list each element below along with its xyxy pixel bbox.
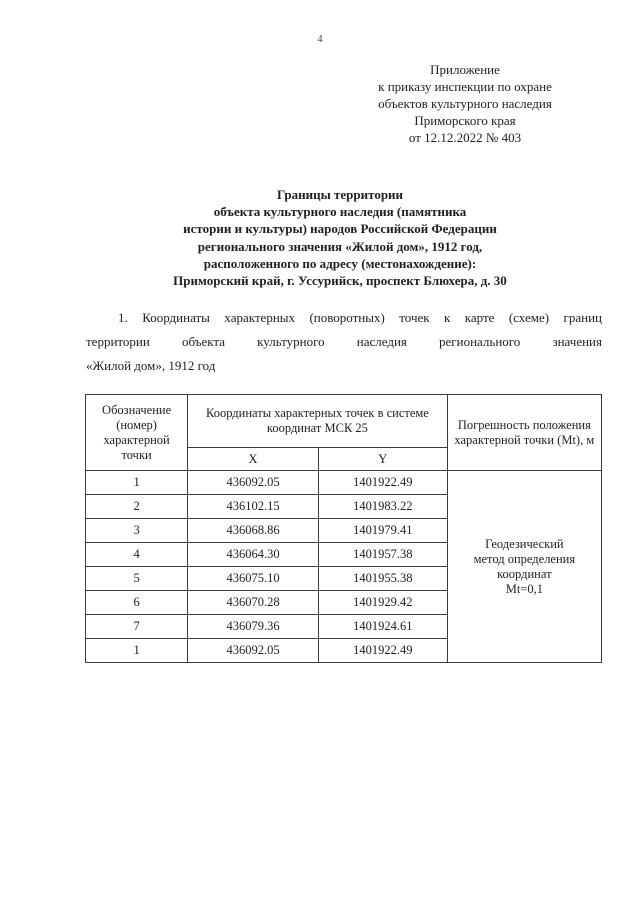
point-number: 1	[86, 639, 188, 663]
title-line: объекта культурного наследия (памятника	[213, 204, 467, 220]
table-row	[86, 471, 602, 495]
coord-y: 1401929.42	[318, 591, 447, 615]
paragraph-line: «Жилой дом», 1912 год	[86, 358, 216, 373]
header-x: X	[188, 448, 319, 471]
table-header-row	[86, 395, 602, 448]
appendix-line: от 12.12.2022 № 403	[408, 130, 522, 145]
title-line: истории и культуры) народов Российской Федерации	[183, 221, 497, 237]
coord-x: 436068.86	[188, 519, 319, 543]
coord-y: 1401983.22	[318, 495, 447, 519]
header-coords-group: Координаты характерных точек в системе координат МСК 25	[188, 395, 448, 448]
point-number: 5	[86, 567, 188, 591]
title-line: Приморский край, г. Уссурийск, проспект Блюхера, д. 30	[173, 273, 507, 289]
appendix-line: объектов культурного наследия	[378, 96, 552, 111]
coord-x: 436079.36	[188, 615, 319, 639]
point-number: 4	[86, 543, 188, 567]
error-line: Mt=0,1	[505, 581, 543, 596]
coord-x: 436092.05	[188, 639, 319, 663]
point-number: 1	[86, 471, 188, 495]
document-title	[60, 186, 620, 289]
coord-y: 1401924.61	[318, 615, 447, 639]
coord-y: 1401957.38	[318, 543, 447, 567]
coord-x: 436070.28	[188, 591, 319, 615]
coord-y: 1401979.41	[318, 519, 447, 543]
coord-y: 1401955.38	[318, 567, 447, 591]
point-number: 7	[86, 615, 188, 639]
paragraph-line: 1. Координаты характерных (поворотных) точек к карте (схеме) границ	[118, 310, 602, 325]
page-number: 4	[317, 34, 323, 45]
coord-x: 436102.15	[188, 495, 319, 519]
coord-y: 1401922.49	[318, 639, 447, 663]
section-paragraph	[86, 306, 602, 378]
error-line: метод определения	[473, 551, 576, 566]
point-number: 6	[86, 591, 188, 615]
error-line: координат	[497, 566, 552, 581]
paragraph-line: территории объекта культурного наследия регионального значения	[86, 334, 602, 349]
error-line: Геодезический	[485, 536, 564, 551]
title-line: регионального значения «Жилой дом», 1912 год,	[197, 238, 483, 254]
coordinates-table	[85, 394, 602, 663]
appendix-line: Приморского края	[414, 113, 516, 128]
appendix-line: к приказу инспекции по охране	[378, 79, 552, 94]
error-value-cell	[447, 471, 601, 663]
title-line: Границы территории	[276, 187, 404, 202]
header-y: Y	[318, 448, 447, 471]
point-number: 2	[86, 495, 188, 519]
appendix-header	[350, 61, 580, 146]
header-point-designation: Обозначение (номер) характерной точки	[86, 395, 188, 471]
coord-x: 436092.05	[188, 471, 319, 495]
appendix-line: Приложение	[430, 62, 500, 77]
coord-y: 1401922.49	[318, 471, 447, 495]
point-number: 3	[86, 519, 188, 543]
header-error: Погрешность положения характерной точки (Mt), м	[447, 395, 601, 471]
coord-x: 436064.30	[188, 543, 319, 567]
coord-x: 436075.10	[188, 567, 319, 591]
title-line: расположенного по адресу (местонахождение):	[203, 255, 477, 271]
